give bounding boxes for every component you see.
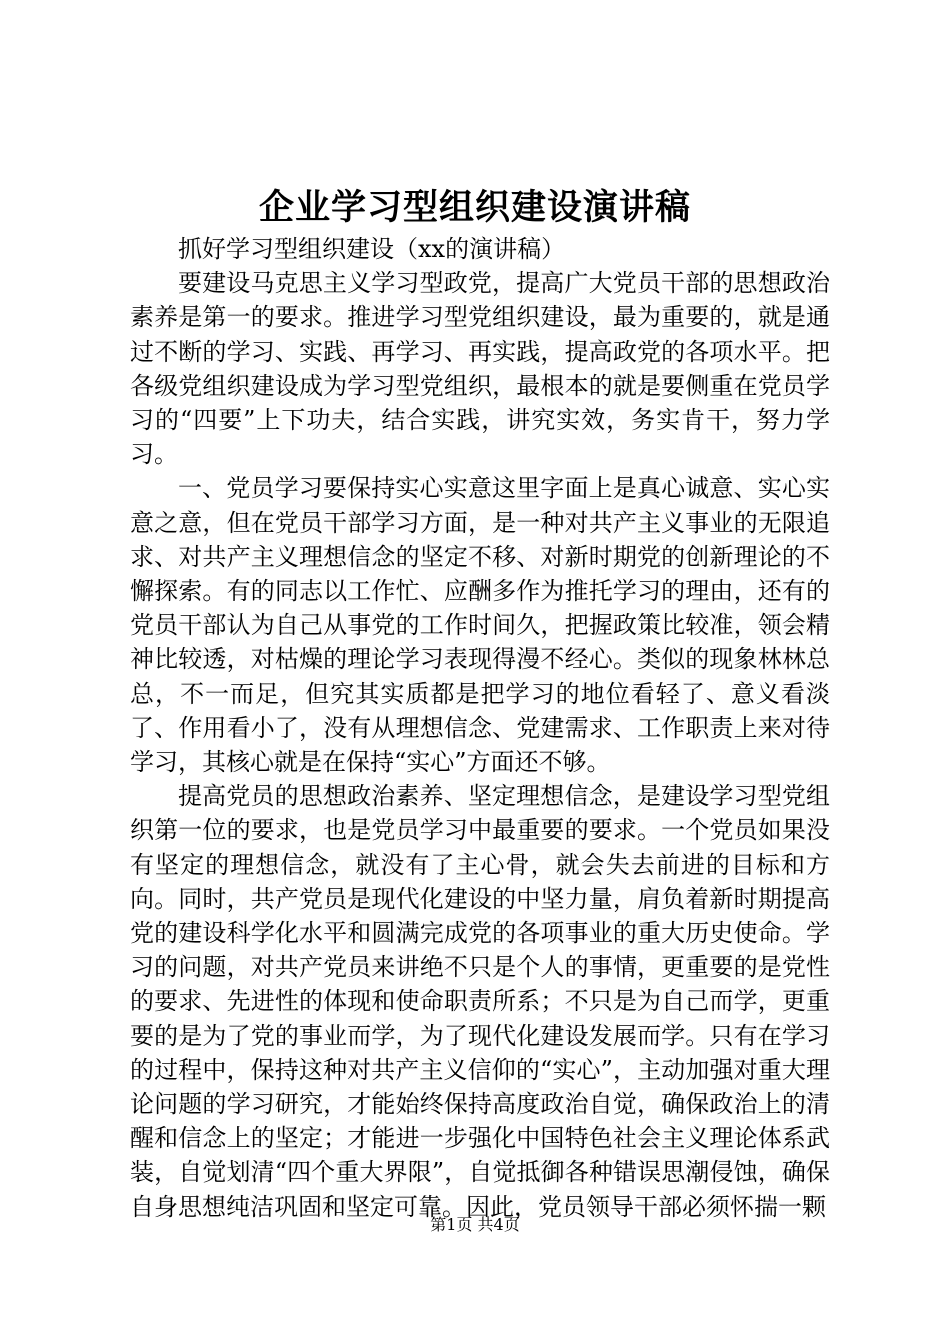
- document-body: [130, 232, 830, 1224]
- paragraph: 一、党员学习要保持实心实意这里字面上是真心诚意、实心实意之意，但在党员干部学习方面，是一种对共产主义事业的无限追求、对共产主义理想信念的坚定不移、对新时期党的创新理论的不懈探索。有的同志以工作忙、应酬多作为推托学习的理由，还有的党员干部认为自己从事党的工作时间久，把握政策比较准，领会精神比较透，对枯燥的理论学习表现得漫不经心。类似的现象林林总总，不一而足，但究其实质都是把学习的地位看轻了、意义看淡了、作用看小了，没有从理想信念、党建需求、工作职责上来对待学习，其核心就是在保持“实心”方面还不够。: [130, 474, 830, 777]
- document-title: 企业学习型组织建设演讲稿: [258, 187, 691, 228]
- paragraph-subtitle: 抓好学习型组织建设（xx的演讲稿）: [178, 235, 566, 263]
- paragraph: 要建设马克思主义学习型政党，提高广大党员干部的思想政治素养是第一的要求。推进学习型党组织建设，最为重要的，就是通过不断的学习、实践、再学习、再实践，提高政党的各项水平。把各级党组织建设成为学习型党组织，最根本的就是要侧重在党员学习的“四要”上下功夫，结合实践，讲究实效，务实肯干，努力学习。: [130, 269, 830, 469]
- paragraph: 提高党员的思想政治素养、坚定理想信念，是建设学习型党组织第一位的要求，也是党员学习中最重要的要求。一个党员如果没有坚定的理想信念，就没有了主心骨，就会失去前进的目标和方向。同时，共产党员是现代化建设的中坚力量，肩负着新时期提高党的建设科学化水平和圆满完成党的各项事业的重大历史使命。学习的问题，对共产党员来讲绝不只是个人的事情，更重要的是党性的要求、先进性的体现和使命职责所系；不只是为自己而学，更重要的是为了党的事业而学，为了现代化建设发展而学。只有在学习的过程中，保持这种对共产主义信仰的“实心”，主动加强对重大理论问题的学习研究，才能始终保持高度政治自觉，确保政治上的清醒和信念上的坚定；才能进一步强化中国特色社会主义理论体系武装，自觉划清“四个重大界限”，自觉抵御各种错误思潮侵蚀，确保自身思想纯洁巩固和坚定可靠。因此，党员领导干部必须怀揣一颗: [130, 782, 830, 1221]
- page-number-footer: 第1页 共4页: [430, 1215, 520, 1234]
